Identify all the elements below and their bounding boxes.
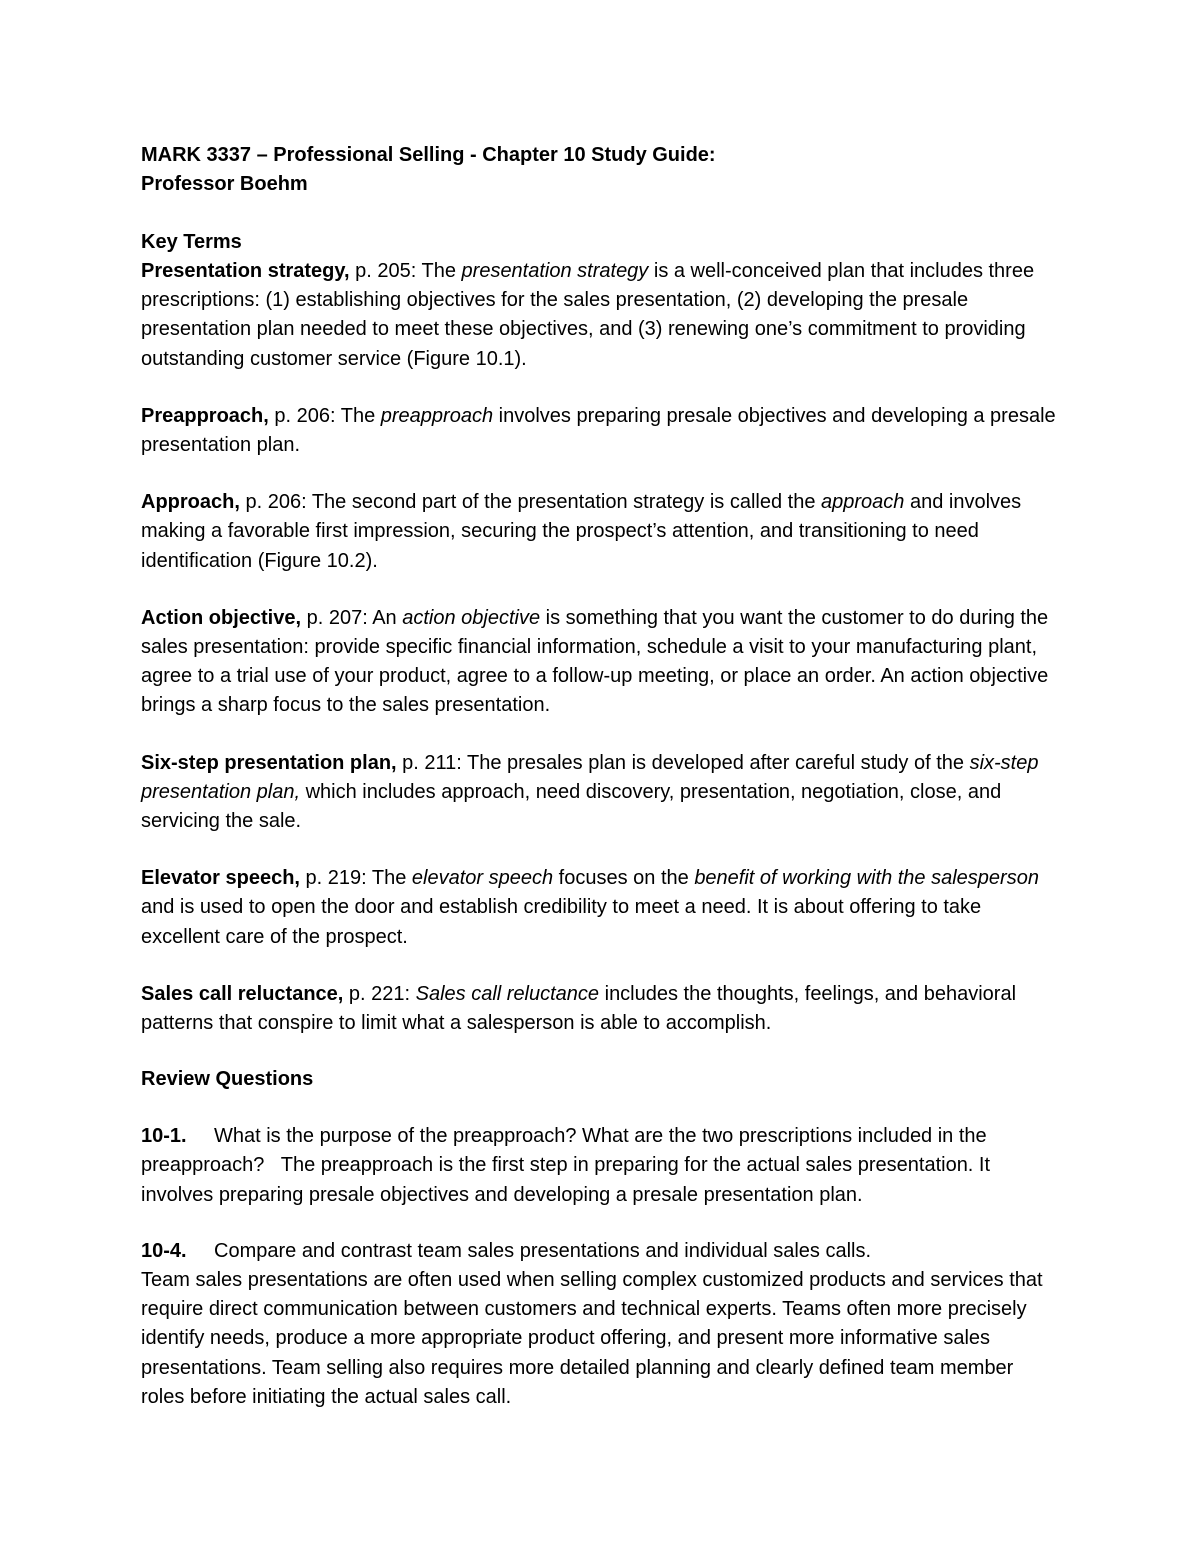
term-elevator-speech — [141, 864, 1060, 952]
term-name: Preapproach, — [141, 404, 269, 427]
term-page: p. 221: — [343, 982, 416, 1005]
term-name: Approach, — [141, 491, 240, 514]
question-text: What is the purpose of the preapproach? What are the two prescriptions included in the preapproach? — [141, 1125, 987, 1177]
term-paragraph — [141, 864, 1060, 952]
term-preapproach — [141, 402, 1060, 460]
term-name: Sales call reluctance, — [141, 982, 344, 1005]
term-italic-2: benefit of working with the salesperson — [694, 867, 1039, 890]
term-page: p. 207: An — [301, 606, 403, 629]
term-paragraph — [141, 257, 1060, 374]
term-italic: action objective — [402, 606, 541, 629]
term-italic: Sales call reluctance — [415, 982, 600, 1005]
term-definition: is something that you want the customer to do during the sales presentation: provide specific financial information, schedule a visit to your manufacturing plant, agree to a trial use of your product, agree to a follow-up meeting, or place an order. An action objective brings a sharp focus to the sales presentation. — [141, 606, 1049, 717]
term-presentation-strategy — [141, 257, 1060, 374]
term-definition: and involves making a favorable first impression, securing the prospect’s attention, and transitioning to need identification (Figure 10.2). — [141, 491, 1022, 572]
professor-name: Professor Boehm — [141, 173, 308, 195]
term-name: Six-step presentation plan, — [141, 751, 397, 774]
term-page: p. 219: The — [299, 867, 412, 890]
review-question-10-1 — [141, 1122, 1060, 1210]
term-paragraph — [141, 980, 1060, 1038]
term-name: Presentation strategy, — [141, 260, 350, 282]
term-italic: preapproach — [380, 404, 494, 427]
question-paragraph — [141, 1237, 1060, 1266]
key-terms-heading: Key Terms — [141, 231, 242, 253]
term-paragraph — [141, 749, 1060, 837]
review-questions-heading: Review Questions — [141, 1068, 314, 1091]
term-page: p. 206: The second part of the presentation strategy is called the — [239, 491, 822, 514]
term-name: Elevator speech, — [141, 867, 300, 890]
term-paragraph — [141, 488, 1060, 576]
question-number: 10-4. — [141, 1239, 187, 1262]
term-approach — [141, 488, 1060, 576]
term-definition: involves preparing presale objectives and developing a presale presentation plan. — [141, 404, 1056, 457]
document-title: MARK 3337 – Professional Selling - Chapter 10 Study Guide: — [141, 144, 716, 166]
term-italic: six-step presentation plan, — [141, 751, 1039, 803]
term-definition: which includes approach, need discovery, presentation, negotiation, close, and servicing the sale. — [141, 780, 1002, 833]
question-paragraph — [141, 1122, 1060, 1210]
term-definition: is a well-conceived plan that includes three prescriptions: (1) establishing objectives for the sales presentation, (2) developing the presale presentation plan needed to meet these objectives, and (3) renewing one’s commitment to providing outstanding customer service (Figure 10.1). — [141, 260, 1035, 370]
term-definition: includes the thoughts, feelings, and behavioral patterns that conspire to limit what a salesperson is able to accomplish. — [141, 982, 1017, 1035]
term-page: p. 205: The — [349, 260, 462, 282]
question-answer: The preapproach is the first step in preparing for the actual sales presentation. It involves preparing presale objectives and developing a presale presentation plan. — [141, 1154, 991, 1206]
term-italic: presentation strategy — [461, 260, 649, 282]
term-definition: focuses on the — [553, 867, 695, 890]
question-text: Compare and contrast team sales presentations and individual sales calls. — [214, 1239, 872, 1262]
term-six-step-plan — [141, 749, 1060, 837]
term-italic: elevator speech — [411, 867, 554, 890]
term-paragraph — [141, 402, 1060, 460]
term-page: p. 211: The presales plan is developed after careful study of the — [396, 751, 970, 774]
question-answer: Team sales presentations are often used when selling complex customized products and services that require direct communication between customers and technical experts. Teams often more precisely identify needs, produce a more appropriate product offering, and present more informative sales presentations. Team selling also requires more detailed planning and clearly defined team member roles before initiating the actual sales call. — [141, 1269, 1043, 1408]
question-number: 10-1. — [141, 1125, 187, 1148]
term-page: p. 206: The — [268, 404, 381, 427]
term-action-objective — [141, 604, 1060, 721]
review-question-10-4 — [141, 1237, 1060, 1412]
term-italic: approach — [821, 491, 905, 514]
term-paragraph — [141, 604, 1060, 721]
term-sales-call-reluctance — [141, 980, 1060, 1038]
term-name: Action objective, — [141, 606, 302, 629]
term-definition-2: and is used to open the door and establish credibility to meet a need. It is about offering to take excellent care of the prospect. — [141, 896, 982, 948]
